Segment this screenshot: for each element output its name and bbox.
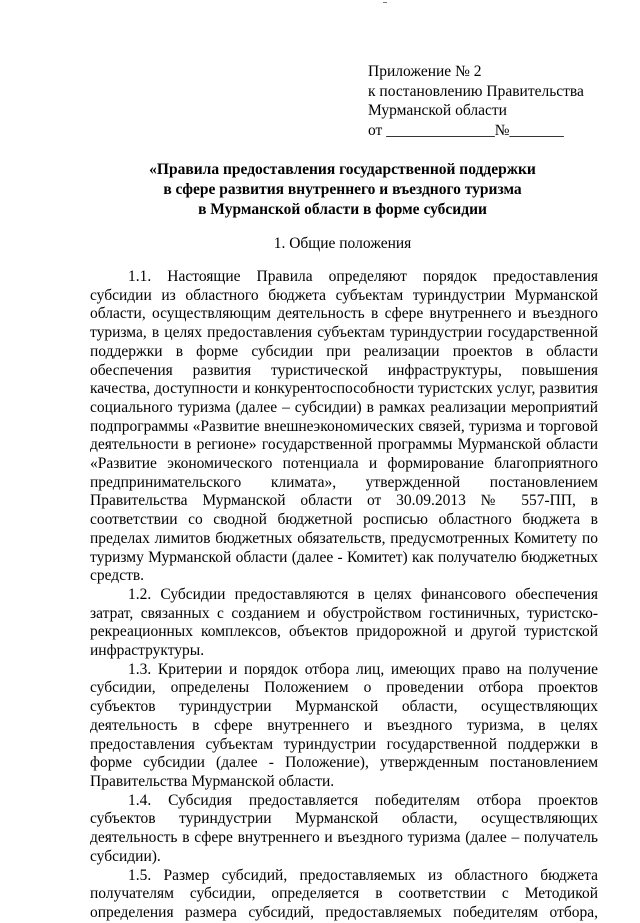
- document-body: [90, 268, 598, 923]
- paragraph-1-4: 1.4. Субсидия предоставляется победителям отбора проектов субъектов туриндустрии Мурманской области, осуществляющих деятельность в сфере внутреннего и въездного туризма (далее – получатель субсидии).: [90, 791, 598, 865]
- appendix-number: Приложение № 2: [368, 63, 482, 80]
- title-line-3: в Мурманской области в форме субсидии: [198, 201, 487, 218]
- page-mark: [383, 2, 387, 3]
- title-line-2: в сфере развития внутреннего и въездного туризма: [163, 181, 522, 198]
- paragraph-1-3: 1.3. Критерии и порядок отбора лиц, имеющих право на получение субсидии, определены Положением о проведении отбора проектов субъектов туриндустрии Мурманской области, осуществляющих деятельность в сфере внутреннего и въездного туризма, в целях предоставления субъектам туриндустрии государственной поддержки в форме субсидии (далее - Положение), утвержденным постановлением Правительства Мурманской области.: [90, 660, 598, 790]
- paragraph-1-2: 1.2. Субсидии предоставляются в целях финансового обеспечения затрат, связанных с созданием и обустройством гостиничных, туристско-рекреационных комплексов, объектов придорожной и другой туристской инфраструктуры.: [90, 585, 598, 660]
- paragraph-1-1: 1.1. Настоящие Правила определяют порядок предоставления субсидии из областного бюджета субъектам туриндустрии Мурманской области, осуществляющим деятельность в сфере внутреннего и въездного туризма, в целях предоставления субъектам туриндустрии государственной поддержки в форме субсидии при реализации проектов в области обеспечения развития туристической инфраструктуры, повышения качества, доступности и конкурентоспособности туристских услуг, развития социального туризма (далее – субсидии) в рамках реализации мероприятий подпрограммы «Развитие внешнеэкономических связей, туризма и торговой деятельности в регионе» государственной программы Мурманской области «Развитие экономического потенциала и формирование благоприятного предпринимательского климата», утвержденной постановлением Правительства Мурманской области от 30.09.2013 № 557-ПП, в соответствии со сводной бюджетной росписью областного бюджета в пределах лимитов бюджетных обязательств, предусмотренных Комитету по туризму Мурманской области (далее - Комитет) как получателю бюджетных средств.: [90, 268, 598, 585]
- section-heading: 1. Общие положения: [273, 235, 412, 252]
- appendix-region: Мурманской области: [368, 102, 507, 119]
- paragraph-1-5: 1.5. Размер субсидий, предоставляемых из областного бюджета получателям субсидии, определяется в соответствии с Методикой определения размера субсидий, предоставляемых победителям отбора,: [90, 866, 598, 921]
- appendix-block: [368, 62, 584, 140]
- title-line-1: «Правила предоставления государственной поддержки: [149, 161, 536, 178]
- document-title: [90, 160, 595, 220]
- appendix-date-number: от ______________№_______: [368, 121, 564, 139]
- appendix-resolution: к постановлению Правительства: [368, 82, 584, 100]
